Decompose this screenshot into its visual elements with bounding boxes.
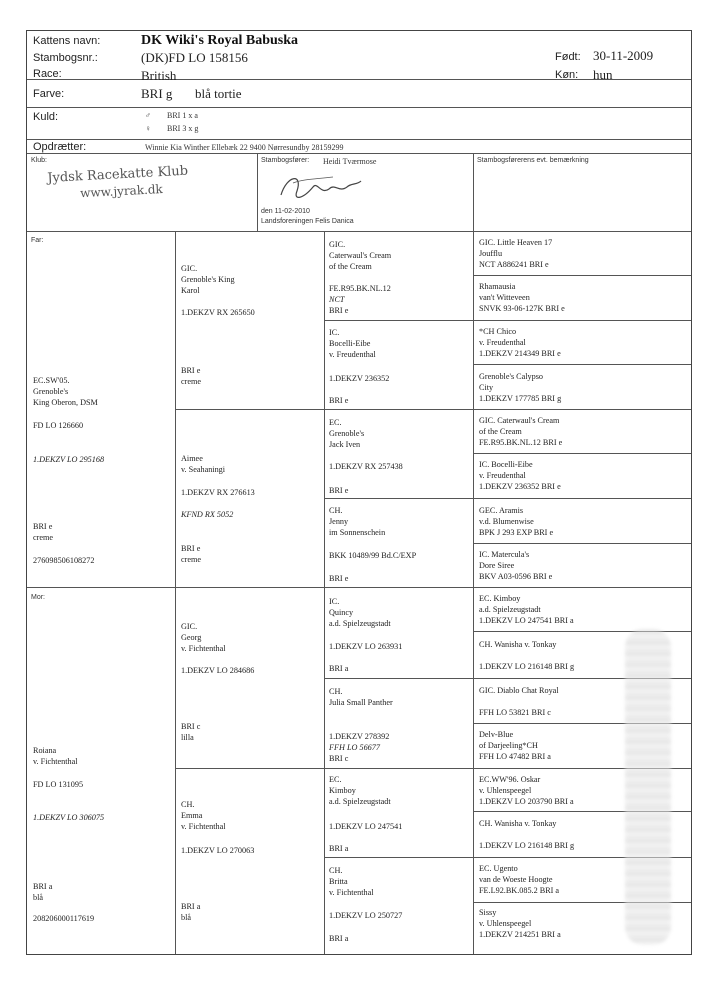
signature-icon	[273, 169, 363, 205]
label-remarks: Stambogsførerens evt. bemærkning	[477, 157, 589, 164]
father-gp-1: GIC. Caterwaul's Cream of the Cream	[329, 240, 392, 271]
label-color: Farve:	[33, 88, 65, 100]
father-gp-3-reg: 1.DEKZV RX 257438	[329, 462, 403, 471]
mother-dam-color: BRI a blå	[181, 902, 201, 922]
father-sire-reg: 1.DEKZV RX 265650	[181, 308, 255, 317]
registrar-org: Landsforeningen Felis Danica	[261, 218, 354, 225]
mother-reg2: 1.DEKZV LO 306075	[33, 813, 105, 822]
father-dam-name: Aimee v. Seahaningi	[181, 454, 226, 474]
father-gp-4-reg: BKK 10489/99 Bd.C/EXP	[329, 551, 417, 560]
label-sex: Køn:	[555, 69, 579, 81]
mother-gp-2-reg: 1.DEKZV 278392 FFH LO 56677 BRI c	[329, 732, 390, 763]
mother-dam-name: CH. Emma v. Fichtenthal	[181, 800, 226, 831]
mother-gp-1-color: BRI a	[329, 664, 349, 673]
mother-name: Roiana v. Fichtenthal	[33, 746, 78, 766]
mother-sire-name: GIC. Georg v. Fichtenthal	[181, 622, 226, 653]
mother-reg: FD LO 131095	[33, 780, 84, 789]
mother-ggp-2: CH. Wanisha v. Tonkay 1.DEKZV LO 216148 BRI g	[479, 640, 575, 671]
cat-sex: hun	[593, 67, 613, 82]
mother-dam-reg: 1.DEKZV LO 270063	[181, 846, 255, 855]
mother-gp-4-reg: 1.DEKZV LO 250727	[329, 911, 403, 920]
registrar-date: den 11-02-2010	[261, 208, 310, 215]
female-symbol-icon: ♀	[145, 124, 151, 133]
father-ggp-1: GIC. Little Heaven 17 Joufflu NCT A886241 BRI e	[479, 238, 553, 269]
litter-male: BRI 1 x a	[167, 111, 198, 120]
father-name: EC.SW'05. Grenoble's King Oberon, DSM	[33, 376, 98, 407]
father-dam-reg: 1.DEKZV RX 276613	[181, 488, 255, 497]
father-sire-color: BRI e creme	[181, 366, 201, 386]
mother-ggp-4: Delv-Blue of Darjeeling*CH FFH LO 47482 BRI a	[479, 730, 551, 761]
label-race: Race:	[33, 68, 62, 80]
father-gp-2-reg: 1.DEKZV 236352	[329, 374, 390, 383]
father-dam-color: BRI e creme	[181, 544, 201, 564]
mother-gp-4: CH. Britta v. Fichtenthal	[329, 866, 374, 897]
father-gp-1-reg: FE.R95.BK.NL.12 NCT BRI e	[329, 284, 391, 315]
father-gp-4: CH. Jenny im Sonnenschein	[329, 506, 386, 537]
father-color: BRI e creme	[33, 522, 53, 542]
mother-gp-2: CH. Julia Small Panther	[329, 687, 393, 707]
father-gp-4-color: BRI e	[329, 574, 349, 583]
litter-female: BRI 3 x g	[167, 124, 199, 133]
mother-gp-4-color: BRI a	[329, 934, 349, 943]
label-cat-name: Kattens navn:	[33, 35, 101, 47]
mother-ggp-7: EC. Ugento van de Woeste Hoogte FE.L92.BK.085.2 BRI a	[479, 864, 560, 895]
scan-smudge	[625, 629, 671, 945]
father-ggp-6: IC. Bocelli-Eibe v. Freudenthal 1.DEKZV 236352 BRI e	[479, 460, 561, 491]
father-ggp-4: Grenoble's Calypso City 1.DEKZV 177785 BRI g	[479, 372, 562, 403]
cat-color-name: blå tortie	[195, 86, 242, 101]
cat-race: British	[141, 68, 177, 83]
label-father: Far:	[31, 237, 44, 244]
father-sire-name: GIC. Grenoble's King Karol	[181, 264, 235, 295]
father-ggp-5: GIC. Caterwaul's Cream of the Cream FE.R95.BK.NL.12 BRI e	[479, 416, 563, 447]
mother-ggp-5: EC.WW'96. Oskar v. Uhlenspeegel 1.DEKZV LO 203790 BRI a	[479, 775, 574, 806]
father-ggp-7: GEC. Aramis v.d. Blumenwise BPK J 293 EXP BRI e	[479, 506, 554, 537]
registrar-name: Heidi Tværmose	[323, 157, 377, 166]
label-born: Født:	[555, 51, 581, 63]
mother-sire-reg: 1.DEKZV LO 284686	[181, 666, 255, 675]
mother-ggp-3: GIC. Diablo Chat Royal FFH LO 53821 BRI c	[479, 686, 559, 717]
mother-gp-1-reg: 1.DEKZV LO 263931	[329, 642, 403, 651]
label-registrar: Stambogsfører:	[261, 157, 310, 164]
father-reg2: 1.DEKZV LO 295168	[33, 455, 105, 464]
cat-born: 30-11-2009	[593, 48, 654, 63]
father-gp-3: EC. Grenoble's Jack Iven	[329, 418, 365, 449]
mother-gp-3-color: BRI a	[329, 844, 349, 853]
mother-sire-color: BRI c lilla	[181, 722, 201, 742]
father-ggp-2: Rhamausia van't Witteveen SNVK 93-06-127K BRI e	[479, 282, 565, 313]
label-reg-no: Stambogsnr.:	[33, 52, 98, 64]
father-dam-reg2: KFND RX 5052	[181, 510, 234, 519]
father-chip: 276098506108272	[33, 556, 95, 565]
label-club: Klub:	[31, 157, 47, 164]
father-ggp-3: *CH Chico v. Freudenthal 1.DEKZV 214349 BRI e	[479, 327, 561, 358]
father-reg: FD LO 126660	[33, 421, 84, 430]
mother-ggp-1: EC. Kimboy a.d. Spielzeugstadt 1.DEKZV LO 247541 BRI a	[479, 594, 574, 625]
cat-reg-no: (DK)FD LO 158156	[141, 50, 248, 65]
mother-gp-3-reg: 1.DEKZV LO 247541	[329, 822, 403, 831]
breeder-info: Winnie Kia Winther Ellebæk 22 9400 Nørresundby 28159299	[145, 143, 344, 152]
pedigree-sheet: Kattens navn: DK Wiki's Royal Babuska Stambogsnr.: (DK)FD LO 158156 Født: 30-11-2009 Race: British Køn: hun Farve: BRI g blå tortie Kuld: ♂ BRI 1 x a ♀ BRI 3 x g Opdrætter: Winnie Kia Winther Ellebæk 22 9400 Nørresundby 28159299 Klub: Jydsk Racekatte Klub www.jyrak.dk Stambogsfører: Heidi Tværmose den 11-02-2010 Landsforeningen Felis Danica Stambogsførerens evt. bemærkning Far: EC.SW'05. Grenoble's King Oberon, DSM FD LO 126660 1.DEKZV LO 295168 BRI e creme 276098506108272 GIC. Grenoble's King Karol 1.DEKZV RX 265650 BRI e creme Aimee v. Seahaningi 1.DEKZV RX 276613 KFND RX 5052 BRI e creme GIC. Caterwaul's Cream of the Cream FE.R95.BK.NL.12 NCT BRI e IC. Bocelli-Eibe v. Freudenthal 1.DEKZV 236352 BRI e EC. Grenoble's Jack Iven 1.DEKZV RX 257438 BRI e CH. Jenny im Sonnenschein BKK 10489/99 Bd.C/EXP BRI e GIC. Little Heaven 17 Joufflu NCT A886241 BRI e Rhamausia van't Witteveen SNVK 93-06-127K BRI e *CH Chico v. Freudenthal 1.DEKZV 214349 BRI e Grenoble's Calypso City 1.DEKZV 177785 BRI g GIC. Caterwaul's Cream of the Cream FE.R95.BK.NL.12 BRI e IC. Bocelli-Eibe v. Freudenthal 1.DEKZV 236352 BRI e GEC. Aramis v.d. Blumenwise BPK J 293 EXP BRI e IC. Matercula's Dore Siree BKV A03-0596 BRI e Mor: Roiana v. Fichtenthal FD LO 131095 1.DEKZV LO 306075 BRI a blå 208206000117619 GIC. Georg v. Fichtenthal 1.DEKZV LO 284686 BRI c lilla CH. Emma v. Fichtenthal 1.DEKZV LO 270063 BRI a blå IC. Quincy a.d. Spielzeugstadt 1.DEKZV LO 263931 BRI a CH. Julia Small Panther 1.DEKZV 278392 FFH LO 56677 BRI c EC. Kimboy a.d. Spielzeugstadt 1.DEKZV LO 247541 BRI a CH. Britta v. Fichtenthal 1.DEKZV LO 250727 BRI a EC. Kimboy a.d. Spielzeugstadt 1.DEKZV LO 247541 BRI a CH. Wanisha v. Tonkay 1.DEKZV LO 216148 BRI g GIC. Diablo Chat Royal FFH LO 53821 BRI c Delv-Blue of Darjeeling*CH FFH LO 47482 BRI a EC.WW'96. Oskar v. Uhlenspeegel 1.DEKZV LO 203790 BRI a CH. Wanisha v. Tonkay 1.DEKZV LO 216148 BRI g EC. Ugento van de Woeste Hoogte FE.L92.BK.085.2 BRI a Sissy v. Uhlenspeegel 1.DEKZV 214251 BRI a	[26, 30, 692, 955]
label-breeder: Opdrætter:	[33, 141, 87, 153]
mother-ggp-8: Sissy v. Uhlenspeegel 1.DEKZV 214251 BRI a	[479, 908, 561, 939]
mother-gp-3: EC. Kimboy a.d. Spielzeugstadt	[329, 775, 391, 806]
mother-chip: 208206000117619	[33, 914, 95, 923]
father-gp-2: IC. Bocelli-Eibe v. Freudenthal	[329, 328, 376, 359]
male-symbol-icon: ♂	[145, 111, 151, 120]
father-ggp-8: IC. Matercula's Dore Siree BKV A03-0596 BRI e	[479, 550, 553, 581]
cat-name: DK Wiki's Royal Babuska	[141, 33, 299, 48]
mother-ggp-6: CH. Wanisha v. Tonkay 1.DEKZV LO 216148 BRI g	[479, 819, 575, 850]
label-mother: Mor:	[31, 594, 45, 601]
mother-color: BRI a blå	[33, 882, 53, 902]
label-litter: Kuld:	[33, 111, 59, 123]
father-gp-2-color: BRI e	[329, 396, 349, 405]
mother-gp-1: IC. Quincy a.d. Spielzeugstadt	[329, 597, 391, 628]
father-gp-3-color: BRI e	[329, 486, 349, 495]
cat-color-code: BRI g	[141, 86, 173, 101]
